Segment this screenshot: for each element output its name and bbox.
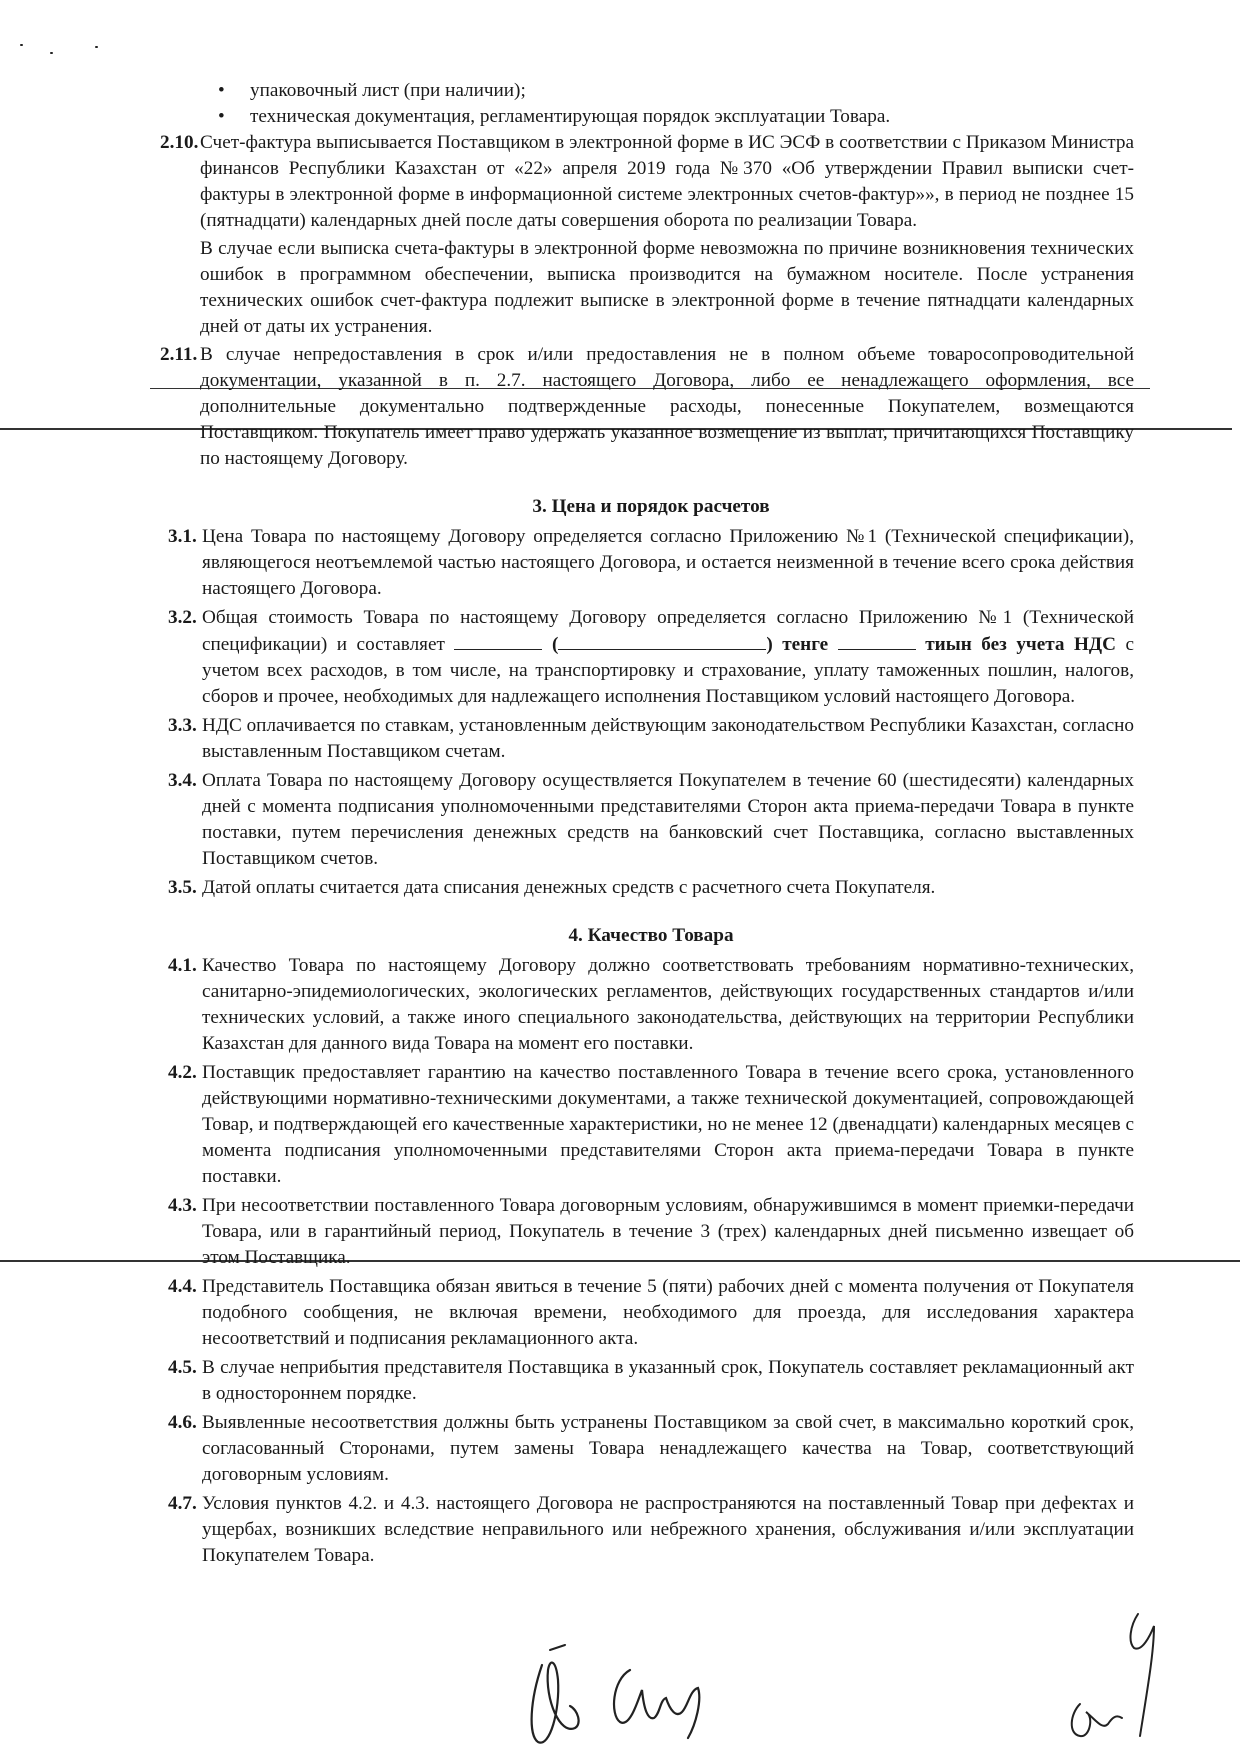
clause-text: Условия пунктов 4.2. и 4.3. настоящего Договора не распространяются на поставленный Товар при дефектах и ущербах, возникших вследствие неправильного или небрежного хранения, обслуживания и/или эксплуатации Покупателем Товара. [202, 1493, 1134, 1566]
scan-speck [95, 46, 98, 48]
clause-number: 4.6. [168, 1412, 197, 1433]
clause-number: 3.3. [168, 715, 197, 736]
section-4-title: 4. Качество Товара [568, 925, 734, 946]
amount-words-blank [558, 631, 766, 650]
section-4 [168, 953, 1134, 1569]
clause-4-1 [168, 953, 1134, 1057]
clause-number: 4.3. [168, 1195, 197, 1216]
scan-speck [20, 44, 23, 46]
bullet-item: • упаковочный лист (при наличии); [218, 78, 1134, 104]
clause-4-6 [168, 1410, 1134, 1488]
clause-3-5 [168, 875, 1134, 901]
vat-note: тиын без учета НДС [925, 634, 1116, 655]
signature-supplier [1050, 1596, 1200, 1746]
bullet-item: • техническая документация, регламентирующая порядок эксплуатации Товара. [218, 104, 1134, 130]
clause-3-3 [168, 713, 1134, 765]
clause-2-10 [160, 130, 1134, 340]
paren-open: ( [551, 634, 559, 655]
clause-4-2 [168, 1060, 1134, 1190]
tenge-label: ) тенге [766, 634, 829, 655]
clause-number: 3.5. [168, 877, 197, 898]
clause-number: 4.5. [168, 1357, 197, 1378]
clause-text: В случае неприбытия представителя Поставщика в указанный срок, Покупатель составляет рекламационный акт в одностороннем порядке. [202, 1357, 1134, 1404]
clause-3-4 [168, 768, 1134, 872]
clause-text: Оплата Товара по настоящему Договору осуществляется Покупателем в течение 60 (шестидесяти) календарных дней с момента подписания уполномоченными представителями Сторон акта приема-передачи Товара в пункте поставки, путем перечисления денежных средств на банковский счет Поставщика, согласно выставленных Поставщиком счетов. [202, 770, 1134, 869]
clause-number: 2.10. [160, 132, 199, 153]
scan-speck [50, 52, 53, 54]
clause-3-1 [168, 524, 1134, 602]
clause-text: Представитель Поставщика обязан явиться в течение 5 (пяти) рабочих дней с момента получения от Покупателя подобного сообщения, не включая времени, необходимого для проезда, для исследования характера несоответствий и подписания рекламационного акта. [202, 1276, 1134, 1349]
clause-text: Поставщик предоставляет гарантию на качество поставленного Товара в течение всего срока, установленного действующими нормативно-техническими документами, а также технической документацией, сопровождающей Товар, и подтверждающей его качественные характеристики, но не менее 12 (двенадцати) календарных месяцев с момента подписания уполномоченными представителями Сторон акта приема-передачи Товара в пункте поставки. [202, 1062, 1134, 1187]
clause-number: 3.4. [168, 770, 197, 791]
clause-number: 3.1. [168, 526, 197, 547]
clause-paragraph: В случае непредоставления в срок и/или предоставления не в полном объеме товаросопроводительной документации, указанной в п. 2.7. настоящего Договора, либо ее ненадлежащего оформления, все дополнительные документально подтвержденные расходы, понесенные Покупателем, возмещаются Поставщиком. Покупатель имеет право удержать указанное возмещение из выплат, причитающихся Поставщику по настоящему Договору. [200, 344, 1134, 469]
clause-number: 4.4. [168, 1276, 197, 1297]
clause-paragraph: В случае если выписка счета-фактуры в электронной форме невозможна по причине возникновения технических ошибок в программном обеспечении, выписка производится на бумажном носителе. После устранения технических ошибок счет-фактура подлежит выписке в электронной форме в течение пятнадцати календарных дней от даты их устранения. [200, 238, 1134, 337]
tiyn-blank [838, 631, 916, 650]
clause-4-7 [168, 1491, 1134, 1569]
clause-number: 4.2. [168, 1062, 197, 1083]
clause-4-3 [168, 1193, 1134, 1271]
clause-number: 2.11. [160, 344, 198, 365]
clause-number: 3.2. [168, 607, 197, 628]
clause-text: При несоответствии поставленного Товара договорным условиям, обнаружившимся в момент приемки-передачи Товара, или в гарантийный период, Покупатель в течение 3 (трех) календарных дней письменно извещает об этом Поставщика. [202, 1195, 1134, 1268]
clause-text: Датой оплаты считается дата списания денежных средств с расчетного счета Покупателя. [202, 877, 936, 898]
amount-blank [454, 631, 542, 650]
clause-text: Общая стоимость Товара по настоящему Договору определяется согласно Приложению №1 (Технической спецификации) и составляет [202, 607, 1134, 655]
clause-4-5 [168, 1355, 1134, 1407]
clause-2-11 [160, 342, 1134, 472]
clause-number: 4.7. [168, 1493, 197, 1514]
clause-number: 4.1. [168, 955, 197, 976]
section-3 [168, 524, 1134, 901]
signature-buyer [520, 1640, 720, 1750]
clause-3-2 [168, 605, 1134, 710]
document-body [160, 78, 1135, 1572]
clause-text: Качество Товара по настоящему Договору должно соответствовать требованиям нормативно-технических, санитарно-эпидемиологических, экологических регламентов, действующих государственных стандартов и/или технических условий, а также иного специального законодательства, действующих на территории Республики Казахстан для данного вида Товара на момент его поставки. [202, 955, 1134, 1054]
clause-4-4 [168, 1274, 1134, 1352]
bullet-list [218, 78, 1134, 130]
clause-text: Цена Товара по настоящему Договору определяется согласно Приложению №1 (Технической спецификации), являющегося неотъемлемой частью настоящего Договора, и остается неизменной в течение всего срока действия настоящего Договора. [202, 526, 1134, 599]
section-3-title: 3. Цена и порядок расчетов [532, 496, 770, 517]
clause-paragraph: Счет-фактура выписывается Поставщиком в электронной форме в ИС ЭСФ в соответствии с Приказом Министра финансов Республики Казахстан от «22» апреля 2019 года №370 «Об утверждении Правил выписки счет-фактуры в электронной форме в информационной системе электронных счетов-фактур»», в период не позднее 15 (пятнадцати) календарных дней после даты совершения оборота по реализации Товара. [200, 132, 1134, 231]
clause-text: с учетом всех расходов, в том числе, на транспортировку и страхование, уплату таможенных пошлин, налогов, сборов и прочее, необходимых для надлежащего исполнения Поставщиком условий настоящего Договора. [202, 634, 1135, 707]
clause-text: Выявленные несоответствия должны быть устранены Поставщиком за свой счет, в максимально короткий срок, согласованный Сторонами, путем замены Товара ненадлежащего качества на Товар, соответствующий договорным условиям. [202, 1412, 1134, 1485]
clause-text: НДС оплачивается по ставкам, установленным действующим законодательством Республики Казахстан, согласно выставленным Поставщиком счетам. [202, 715, 1134, 762]
